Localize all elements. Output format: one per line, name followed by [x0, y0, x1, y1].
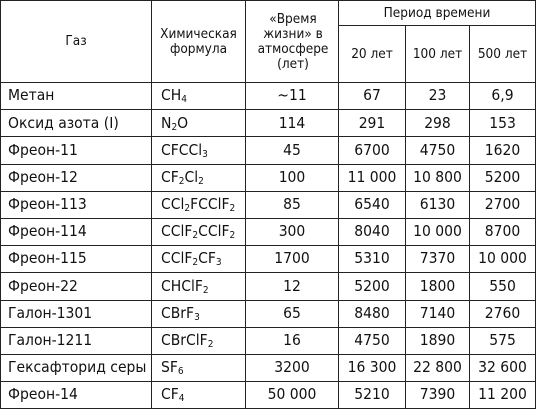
- cell-100-years: 7390: [406, 382, 470, 409]
- cell-lifetime: 300: [246, 218, 339, 245]
- cell-100-years: 4750: [406, 137, 470, 164]
- header-500-years: 500 лет: [470, 26, 536, 83]
- header-20-years: 20 лет: [339, 26, 406, 83]
- formula-subscript: 2: [192, 230, 199, 242]
- formula-subscript: 3: [215, 257, 222, 269]
- formula-subscript: 2: [178, 175, 185, 187]
- cell-500-years: 2700: [470, 191, 536, 218]
- header-lifetime-text: «Время жизни» в атмосфере (лет): [257, 10, 329, 72]
- cell-500-years: 575: [470, 327, 536, 354]
- header-formula-text: Химическая формула: [160, 25, 237, 57]
- cell-100-years: 7370: [406, 246, 470, 273]
- cell-20-years: 67: [339, 83, 406, 110]
- table-body: [1, 83, 536, 409]
- cell-gas: Фреон-12: [1, 164, 152, 191]
- cell-20-years: 291: [339, 110, 406, 137]
- cell-formula: [152, 246, 246, 273]
- formula-part: CBrF: [161, 303, 195, 322]
- formula-subscript: 2: [207, 339, 214, 351]
- formula-subscript: 2: [202, 284, 209, 296]
- formula-part: CClF: [161, 222, 193, 241]
- cell-500-years: 153: [470, 110, 536, 137]
- cell-formula: [152, 110, 246, 137]
- formula-part: N: [161, 113, 172, 132]
- cell-gas: Оксид азота (I): [1, 110, 152, 137]
- table-row: [1, 273, 536, 300]
- formula-part: O: [177, 113, 189, 132]
- formula-part: CF: [198, 249, 216, 268]
- cell-100-years: 1890: [406, 327, 470, 354]
- cell-gas: Гексафторид серы: [1, 354, 152, 381]
- cell-gas: Галон-1301: [1, 300, 152, 327]
- cell-lifetime: 45: [246, 137, 339, 164]
- table-row: [1, 327, 536, 354]
- cell-formula: [152, 382, 246, 409]
- formula-part: CF: [161, 385, 179, 404]
- cell-20-years: 4750: [339, 327, 406, 354]
- cell-100-years: 1800: [406, 273, 470, 300]
- cell-500-years: 2760: [470, 300, 536, 327]
- cell-20-years: 6700: [339, 137, 406, 164]
- cell-formula: [152, 327, 246, 354]
- cell-formula: [152, 191, 246, 218]
- cell-500-years: 6,9: [470, 83, 536, 110]
- cell-20-years: 8040: [339, 218, 406, 245]
- table-row: [1, 137, 536, 164]
- cell-100-years: 23: [406, 83, 470, 110]
- cell-100-years: 22 800: [406, 354, 470, 381]
- cell-500-years: 5200: [470, 164, 536, 191]
- cell-gas: Фреон-22: [1, 273, 152, 300]
- table-row: [1, 218, 536, 245]
- cell-500-years: 11 200: [470, 382, 536, 409]
- cell-lifetime: 1700: [246, 246, 339, 273]
- cell-lifetime: 16: [246, 327, 339, 354]
- formula-subscript: 2: [229, 230, 236, 242]
- cell-20-years: 8480: [339, 300, 406, 327]
- cell-lifetime: 114: [246, 110, 339, 137]
- header-formula: [152, 1, 246, 83]
- cell-100-years: 7140: [406, 300, 470, 327]
- cell-lifetime: 50 000: [246, 382, 339, 409]
- formula-subscript: 3: [202, 148, 208, 160]
- formula-subscript: 2: [229, 203, 236, 215]
- table-row: [1, 246, 536, 273]
- cell-formula: [152, 354, 246, 381]
- cell-lifetime: 12: [246, 273, 339, 300]
- cell-100-years: 298: [406, 110, 470, 137]
- formula-part: CClF: [161, 249, 193, 268]
- table-row: [1, 164, 536, 191]
- formula-subscript: 6: [177, 366, 184, 378]
- cell-lifetime: ~11: [246, 83, 339, 110]
- cell-gas: Галон-1211: [1, 327, 152, 354]
- formula-subscript: 3: [194, 311, 200, 323]
- cell-20-years: 11 000: [339, 164, 406, 191]
- formula-part: CClF: [198, 222, 230, 241]
- table-row: [1, 110, 536, 137]
- formula-subscript: 2: [192, 257, 199, 269]
- table-row: [1, 191, 536, 218]
- cell-20-years: 6540: [339, 191, 406, 218]
- formula-part: CH: [161, 86, 182, 105]
- formula-part: CBrClF: [161, 331, 208, 350]
- cell-20-years: 16 300: [339, 354, 406, 381]
- cell-100-years: 10 000: [406, 218, 470, 245]
- header-gas: Газ: [1, 1, 152, 83]
- cell-gas: Фреон-114: [1, 218, 152, 245]
- cell-formula: [152, 137, 246, 164]
- cell-lifetime: 65: [246, 300, 339, 327]
- header-lifetime: [246, 1, 339, 83]
- cell-formula: [152, 300, 246, 327]
- cell-lifetime: 3200: [246, 354, 339, 381]
- formula-subscript: 2: [184, 203, 191, 215]
- cell-lifetime: 100: [246, 164, 339, 191]
- table-row: [1, 382, 536, 409]
- formula-subscript: 4: [181, 94, 187, 106]
- cell-lifetime: 85: [246, 191, 339, 218]
- cell-gas: Фреон-11: [1, 137, 152, 164]
- cell-formula: [152, 83, 246, 110]
- cell-gas: Фреон-14: [1, 382, 152, 409]
- cell-gas: Фреон-113: [1, 191, 152, 218]
- cell-formula: [152, 218, 246, 245]
- formula-part: CCl: [161, 195, 185, 214]
- cell-500-years: 8700: [470, 218, 536, 245]
- cell-100-years: 10 800: [406, 164, 470, 191]
- cell-500-years: 10 000: [470, 246, 536, 273]
- formula-part: SF: [161, 358, 178, 377]
- cell-100-years: 6130: [406, 191, 470, 218]
- cell-500-years: 1620: [470, 137, 536, 164]
- cell-500-years: 32 600: [470, 354, 536, 381]
- header-period: Период времени: [339, 1, 536, 26]
- cell-gas: Фреон-115: [1, 246, 152, 273]
- header-100-years: 100 лет: [406, 26, 470, 83]
- cell-gas: Метан: [1, 83, 152, 110]
- formula-part: CFCCl: [161, 140, 203, 159]
- cell-20-years: 5210: [339, 382, 406, 409]
- cell-20-years: 5310: [339, 246, 406, 273]
- formula-subscript: 2: [198, 175, 204, 187]
- cell-500-years: 550: [470, 273, 536, 300]
- formula-part: CHClF: [161, 276, 203, 295]
- table-row: [1, 83, 536, 110]
- cell-formula: [152, 273, 246, 300]
- table-row: [1, 300, 536, 327]
- formula-part: Cl: [184, 167, 199, 186]
- formula-subscript: 2: [171, 121, 178, 133]
- formula-subscript: 4: [178, 393, 185, 405]
- formula-part: FCClF: [190, 195, 230, 214]
- table-row: [1, 354, 536, 381]
- cell-formula: [152, 164, 246, 191]
- cell-20-years: 5200: [339, 273, 406, 300]
- formula-part: CF: [161, 167, 179, 186]
